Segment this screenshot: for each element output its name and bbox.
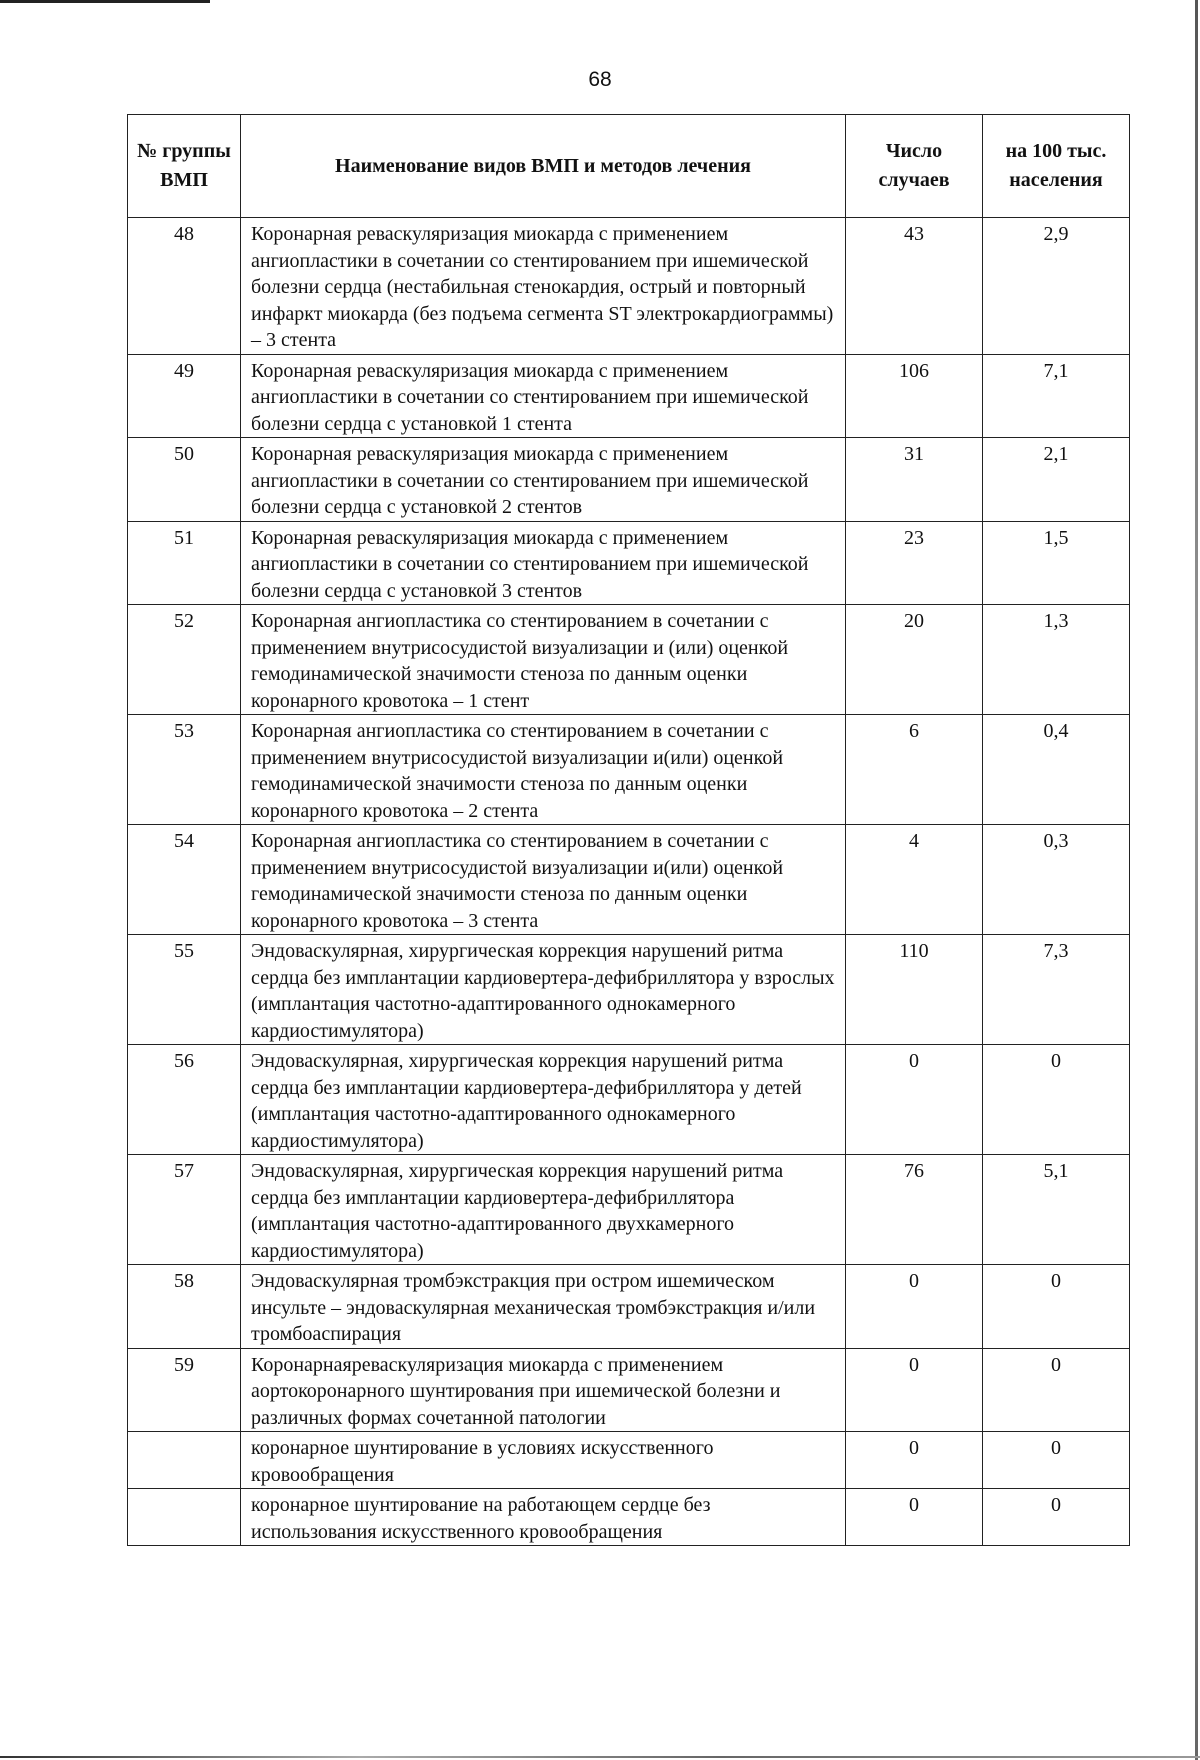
table-header-row	[128, 115, 1130, 218]
cell-group: 59	[128, 1348, 241, 1432]
cell-name: Эндоваскулярная, хирургическая коррекция нарушений ритма сердца без имплантации кардиовертера-дефибриллятора у взрослых (имплантация частотно-адаптированного однокамерного кардиостимулятора)	[241, 935, 846, 1045]
table-row	[128, 1045, 1130, 1155]
cell-rate: 0	[983, 1489, 1130, 1546]
cell-name: Эндоваскулярная тромбэкстракция при остром ишемическом инсульте – эндоваскулярная механическая тромбэкстракция и/или тромбоаспирация	[241, 1265, 846, 1349]
cell-group: 56	[128, 1045, 241, 1155]
table-row	[128, 1155, 1130, 1265]
cell-count: 20	[846, 605, 983, 715]
cell-count: 0	[846, 1489, 983, 1546]
cell-count: 110	[846, 935, 983, 1045]
cell-group: 58	[128, 1265, 241, 1349]
cell-count: 23	[846, 521, 983, 605]
vmp-table	[127, 114, 1130, 1546]
cell-name: Коронарная реваскуляризация миокарда с применением ангиопластики в сочетании со стентированием при ишемической болезни сердца с установкой 2 стентов	[241, 438, 846, 522]
table-row	[128, 715, 1130, 825]
cell-name: Эндоваскулярная, хирургическая коррекция нарушений ритма сердца без имплантации кардиовертера-дефибриллятора у детей (имплантация частотно-адаптированного однокамерного кардиостимулятора)	[241, 1045, 846, 1155]
cell-rate: 0	[983, 1432, 1130, 1489]
cell-count: 31	[846, 438, 983, 522]
cell-group: 48	[128, 218, 241, 355]
header-group: № группы ВМП	[128, 115, 241, 218]
cell-name: коронарное шунтирование в условиях искусственного кровообращения	[241, 1432, 846, 1489]
cell-group: 53	[128, 715, 241, 825]
cell-rate: 1,5	[983, 521, 1130, 605]
cell-rate: 5,1	[983, 1155, 1130, 1265]
cell-count: 0	[846, 1432, 983, 1489]
cell-group: 57	[128, 1155, 241, 1265]
table-row	[128, 1265, 1130, 1349]
cell-count: 43	[846, 218, 983, 355]
table-row	[128, 1432, 1130, 1489]
cell-count: 106	[846, 354, 983, 438]
cell-name: Коронарная реваскуляризация миокарда с применением ангиопластики в сочетании со стентированием при ишемической болезни сердца (нестабильная стенокардия, острый и повторный инфаркт миокарда (без подъема сегмента ST электрокардиограммы) – 3 стента	[241, 218, 846, 355]
table-row	[128, 438, 1130, 522]
cell-rate: 0	[983, 1265, 1130, 1349]
cell-group: 51	[128, 521, 241, 605]
table-row	[128, 1489, 1130, 1546]
cell-count: 0	[846, 1265, 983, 1349]
cell-name: Коронарная ангиопластика со стентированием в сочетании с применением внутрисосудистой визуализации и (или) оценкой гемодинамической значимости стеноза по данным оценки коронарного кровотока – 1 стент	[241, 605, 846, 715]
cell-rate: 2,1	[983, 438, 1130, 522]
cell-rate: 0	[983, 1348, 1130, 1432]
header-count: Число случаев	[846, 115, 983, 218]
cell-rate: 2,9	[983, 218, 1130, 355]
cell-name: коронарное шунтирование на работающем сердце без использования искусственного кровообращения	[241, 1489, 846, 1546]
cell-count: 0	[846, 1045, 983, 1155]
cell-name: Коронарная реваскуляризация миокарда с применением ангиопластики в сочетании со стентированием при ишемической болезни сердца с установкой 3 стентов	[241, 521, 846, 605]
scan-edge-top	[0, 0, 210, 3]
cell-rate: 7,1	[983, 354, 1130, 438]
cell-rate: 0,3	[983, 825, 1130, 935]
table-row	[128, 1348, 1130, 1432]
table-row	[128, 935, 1130, 1045]
cell-count: 6	[846, 715, 983, 825]
table-row	[128, 521, 1130, 605]
cell-group: 52	[128, 605, 241, 715]
page-number: 68	[588, 68, 612, 91]
cell-rate: 0,4	[983, 715, 1130, 825]
scan-edge-bottom	[0, 1756, 1200, 1758]
header-rate: на 100 тыс. населения	[983, 115, 1130, 218]
cell-name: Коронарная ангиопластика со стентированием в сочетании с применением внутрисосудистой визуализации и(или) оценкой гемодинамической значимости стеноза по данным оценки коронарного кровотока – 3 стента	[241, 825, 846, 935]
cell-name: Эндоваскулярная, хирургическая коррекция нарушений ритма сердца без имплантации кардиовертера-дефибриллятора (имплантация частотно-адаптированного двухкамерного кардиостимулятора)	[241, 1155, 846, 1265]
cell-rate: 0	[983, 1045, 1130, 1155]
cell-count: 76	[846, 1155, 983, 1265]
cell-group	[128, 1489, 241, 1546]
table-row	[128, 218, 1130, 355]
scan-edge-right	[1195, 0, 1198, 1760]
cell-name: Коронарная ангиопластика со стентированием в сочетании с применением внутрисосудистой визуализации и(или) оценкой гемодинамической значимости стеноза по данным оценки коронарного кровотока – 2 стента	[241, 715, 846, 825]
cell-name: Коронарнаяреваскуляризация миокарда с применением аортокоронарного шунтирования при ишемической болезни и различных формах сочетанной патологии	[241, 1348, 846, 1432]
cell-count: 4	[846, 825, 983, 935]
table-row	[128, 354, 1130, 438]
header-name: Наименование видов ВМП и методов лечения	[241, 115, 846, 218]
cell-group	[128, 1432, 241, 1489]
cell-rate: 7,3	[983, 935, 1130, 1045]
cell-name: Коронарная реваскуляризация миокарда с применением ангиопластики в сочетании со стентированием при ишемической болезни сердца с установкой 1 стента	[241, 354, 846, 438]
table-row	[128, 605, 1130, 715]
cell-group: 49	[128, 354, 241, 438]
cell-count: 0	[846, 1348, 983, 1432]
cell-rate: 1,3	[983, 605, 1130, 715]
cell-group: 50	[128, 438, 241, 522]
table-row	[128, 825, 1130, 935]
cell-group: 55	[128, 935, 241, 1045]
cell-group: 54	[128, 825, 241, 935]
